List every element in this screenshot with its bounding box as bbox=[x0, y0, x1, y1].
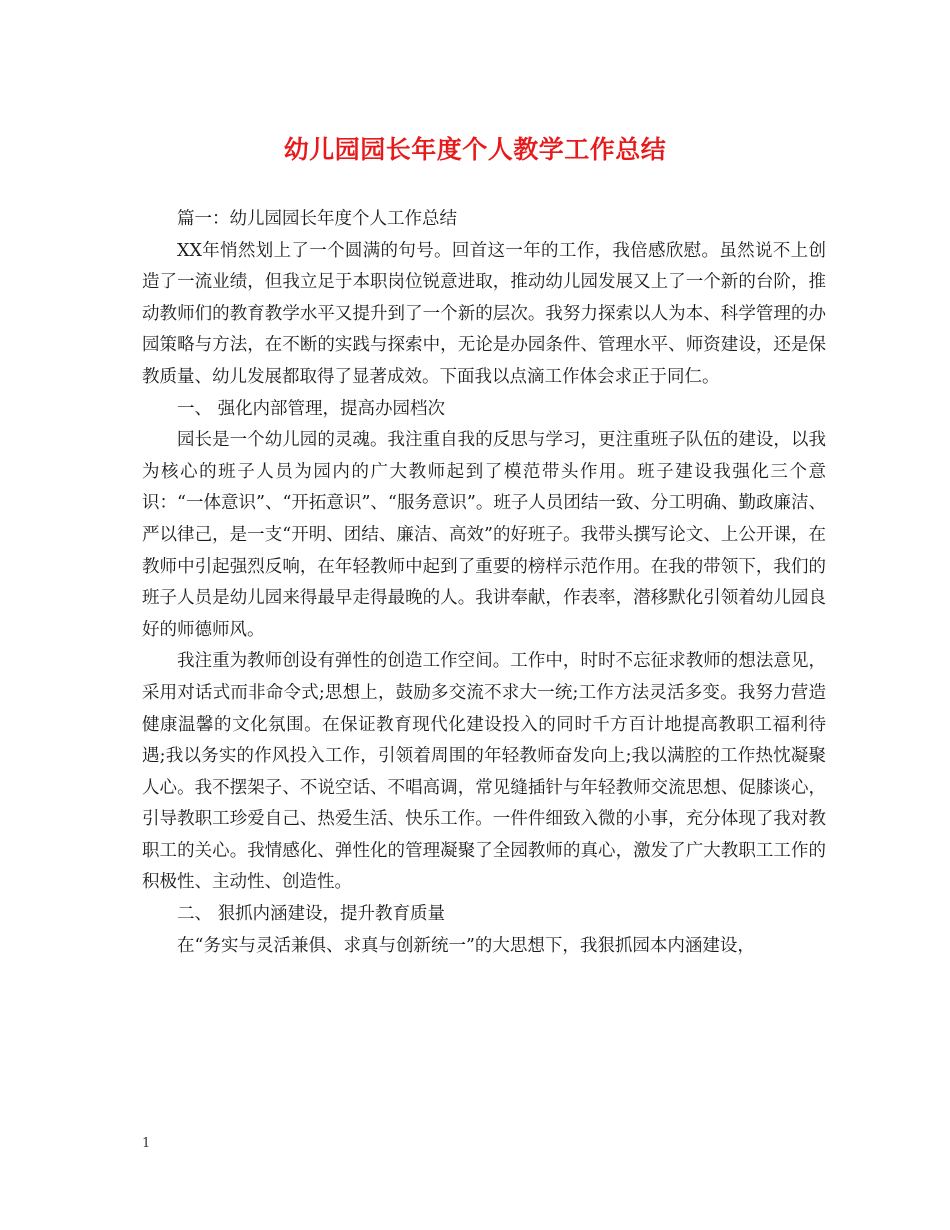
section-heading-part-one: 篇一：幼儿园园长年度个人工作总结 bbox=[177, 209, 457, 229]
body-paragraph: 在“务实与灵活兼俱、求真与创新统一”的大思想下，我狠抓园本内涵建设， bbox=[177, 935, 755, 956]
body-paragraph: 我注重为教师创设有弹性的创造工作空间。工作中，时时不忘征求教师的想法意见，采用对话式而非命令式;思想上，鼓励多交流不求大一统;工作方法灵活多变。我努力营造健康温馨的文化氛围。在保证教育现代化建设投入的同时千方百计地提高教职工福利待遇;我以务实的作风投入工作，引领着周围的年轻教师奋发向上;我以满腔的工作热忱凝聚人心。我不摆架子、不说空话、不唱高调，常见缝插针与年轻教师交流思想、促膝谈心，引导教职工珍爱自己、热爱生活、快乐工作。一件件细致入微的小事，充分体现了我对教职工的关心。我情感化、弹性化的管理凝聚了全园教师的真心，激发了广大教职工工作的积极性、主动性、创造性。 bbox=[142, 651, 826, 893]
page-number: 1 bbox=[142, 1136, 151, 1151]
document-body bbox=[142, 204, 826, 962]
document-title: 幼儿园园长年度个人教学工作总结 bbox=[283, 135, 667, 164]
intro-paragraph: XX年悄然划上了一个圆满的句号。回首这一年的工作，我倍感欣慰。虽然说不上创造了一流业绩，但我立足于本职岗位锐意进取，推动幼儿园发展又上了一个新的台阶，推动教师们的教育教学水平又提升到了一个新的层次。我努力探索以人为本、科学管理的办园策略与方法，在不断的实践与探索中，无论是办园条件、管理水平、师资建设，还是保教质量、幼儿发展都取得了显著成效。下面我以点滴工作体会求正于同仁。 bbox=[142, 240, 826, 387]
section-heading-one: 一、 强化内部管理，提高办园档次 bbox=[177, 398, 446, 419]
section-heading-two: 二、 狠抓内涵建设，提升教育质量 bbox=[177, 904, 446, 925]
body-paragraph: 园长是一个幼儿园的灵魂。我注重自我的反思与学习，更注重班子队伍的建设，以我为核心的班子人员为园内的广大教师起到了模范带头作用。班子建设我强化三个意识：“一体意识”、“开拓意识”、“服务意识”。班子人员团结一致、分工明确、勤政廉洁、严以律己，是一支“开明、团结、廉洁、高效”的好班子。我带头撰写论文、上公开课，在教师中引起强烈反响，在年轻教师中起到了重要的榜样示范作用。在我的带领下，我们的班子人员是幼儿园来得最早走得最晚的人。我讲奉献，作表率，潜移默化引领着幼儿园良好的师德师风。 bbox=[142, 430, 826, 640]
